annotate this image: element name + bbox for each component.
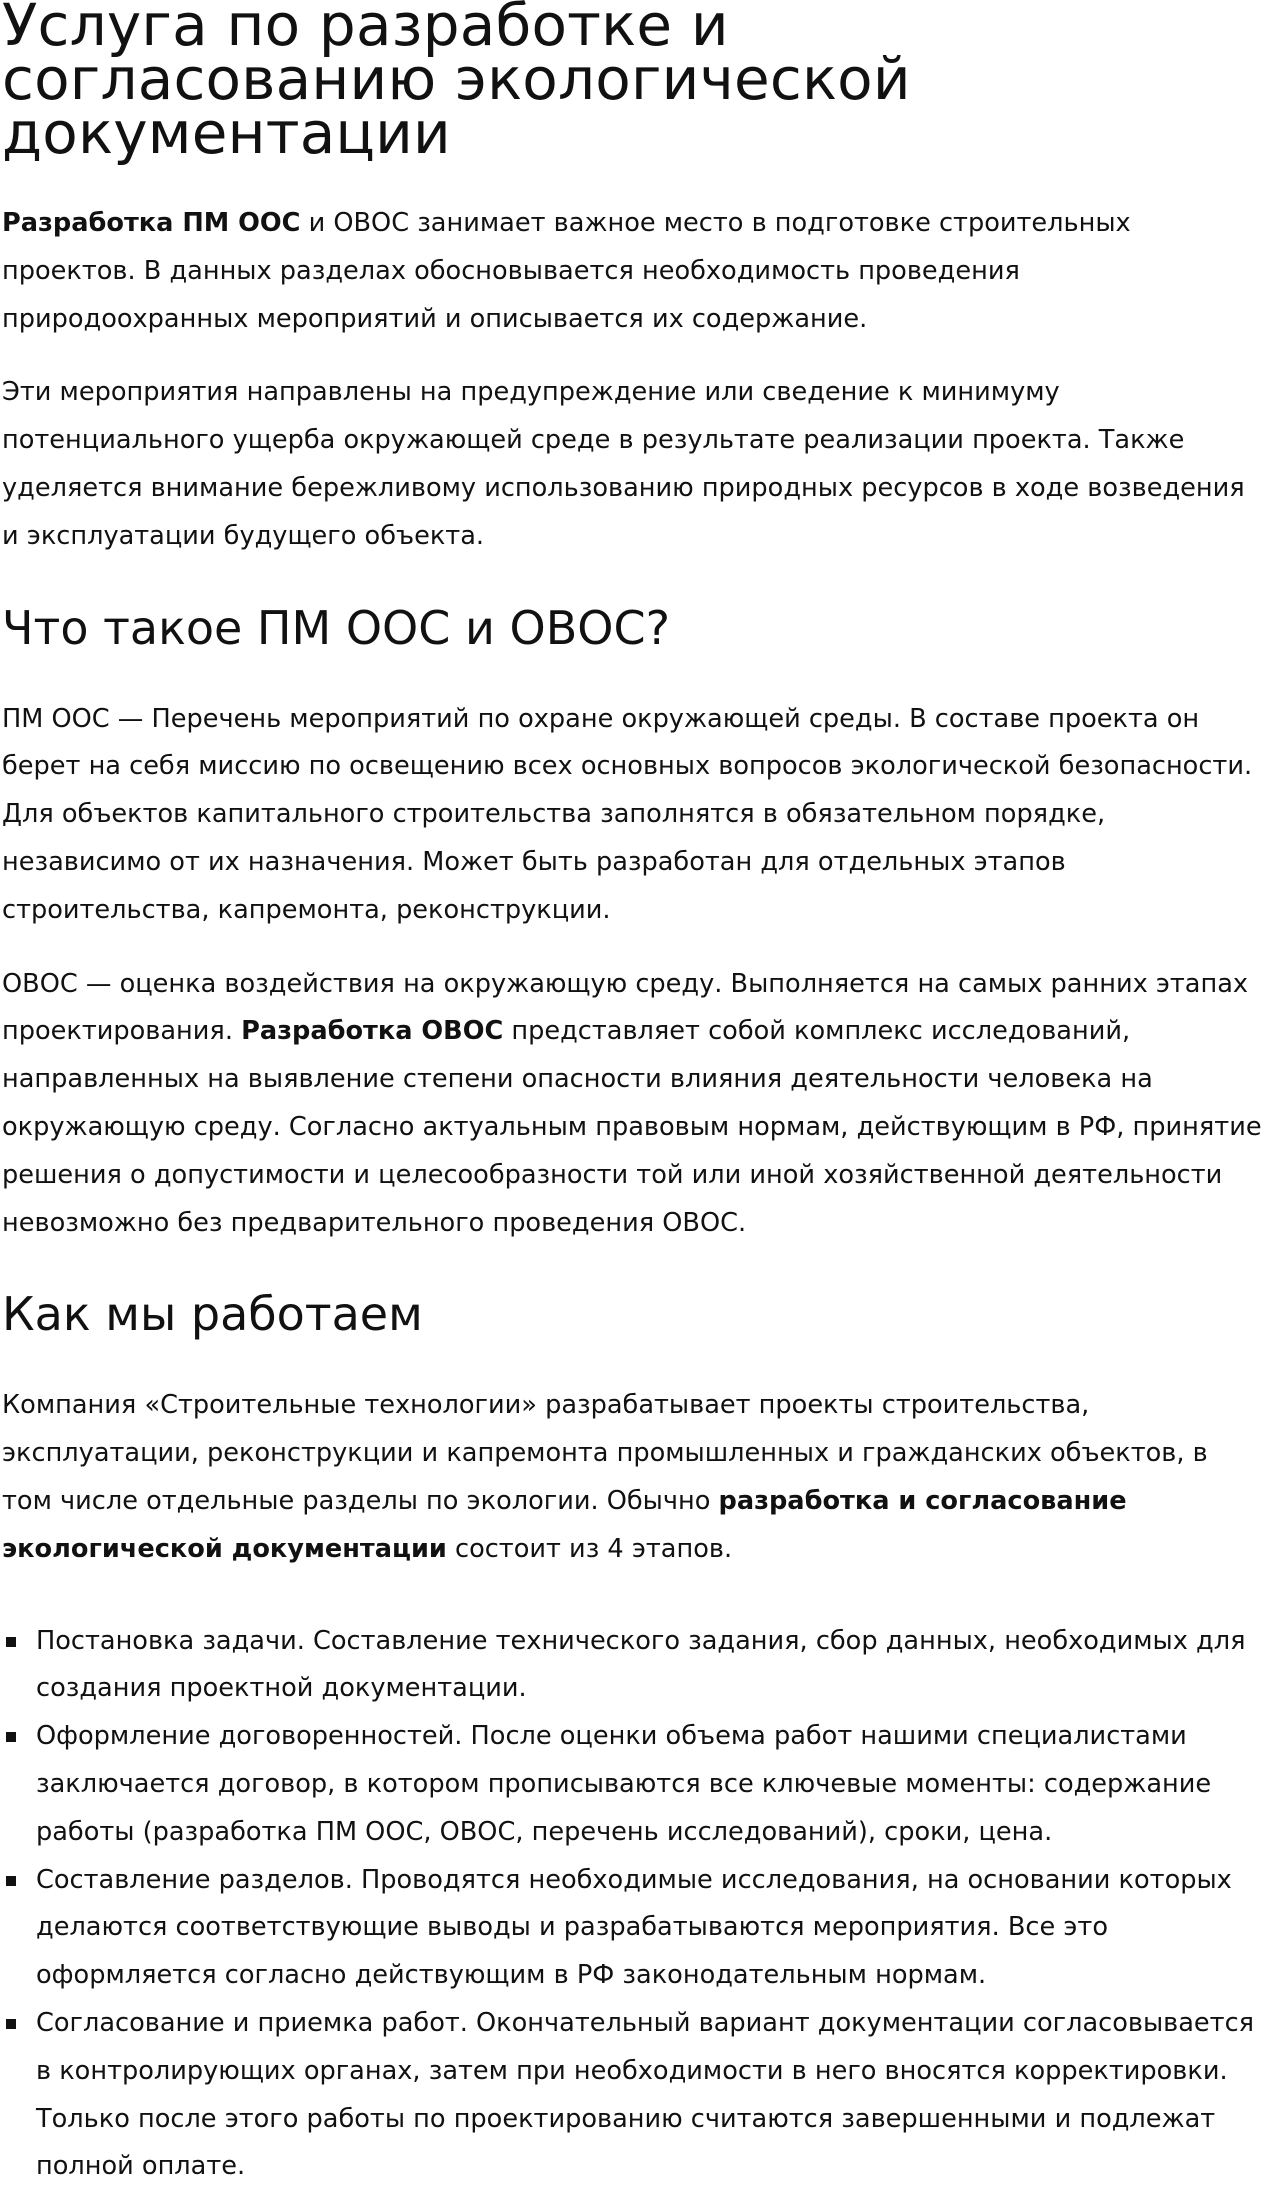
section-heading-how-we-work: Как мы работаем bbox=[2, 1287, 423, 1342]
section2-text-a: Компания «Строительные технологии» разрабатывает проекты строительства, эксплуатации, реконструкции и капремонта промышленных и гражданских объектов, в том числе отдельные разделы по экологии. Обычно bbox=[2, 1390, 1208, 1516]
intro-paragraph-2: Эти мероприятия направлены на предупреждение или сведение к минимуму потенциального ущерба окружающей среде в результате реализации проекта. Также уделяется внимание бережливому использованию природных ресурсов в ходе возведения и эксплуатации будущего объекта. bbox=[2, 377, 1245, 551]
section2-paragraph-1 bbox=[2, 1382, 1264, 1573]
list-item-text: Постановка задачи. Составление технического задания, сбор данных, необходимых для создания проектной документации. bbox=[36, 1625, 1246, 1704]
list-item bbox=[2, 2000, 1264, 2191]
section1-paragraph-1: ПМ ООС — Перечень мероприятий по охране окружающей среды. В составе проекта он берет на себя миссию по освещению всех основных вопросов экологической безопасности. Для объектов капитального строительства заполнятся в обязательном порядке, независимо от их назначения. Может быть разработан для отдельных этапов строительства, капремонта, реконструкции. bbox=[2, 703, 1253, 925]
steps-list bbox=[2, 1618, 1264, 2191]
section1-text-a: ОВОС — оценка воздействия на окружающую среду. Выполняется на самых ранних этапах проектирования. bbox=[2, 968, 1249, 1047]
intro-text: и ОВОС занимает важное место в подготовке строительных проектов. В данных разделах обосновывается необходимость проведения природоохранных мероприятий и описывается их содержание. bbox=[2, 208, 1131, 334]
section1-bold-text: Разработка ОВОС bbox=[241, 1016, 504, 1047]
square-bullet-icon bbox=[6, 1637, 16, 1647]
list-item-text: Составление разделов. Проводятся необходимые исследования, на основании которых делаются соответствующие выводы и разрабатываются мероприятия. Все это оформляется согласно действующим в РФ законодательным нормам. bbox=[36, 1864, 1232, 1991]
square-bullet-icon bbox=[6, 2019, 16, 2029]
square-bullet-icon bbox=[6, 1732, 16, 1742]
intro-bold-text: Разработка ПМ ООС bbox=[2, 208, 301, 238]
list-item bbox=[2, 1857, 1264, 2000]
section1-paragraph-2 bbox=[2, 961, 1264, 1248]
section1-text-b: представляет собой комплекс исследований, направленных на выявление степени опасности влияния деятельности человека на окружающую среду. Согласно актуальным правовым нормам, действующим в РФ, принятие решения о допустимости и целесообразности той или иной хозяйственной деятельности невозможно без предварительного проведения ОВОС. bbox=[2, 1016, 1262, 1238]
intro-paragraph-1 bbox=[2, 200, 1262, 343]
section2-bold-text: разработка и согласование экологической документации bbox=[2, 1485, 1127, 1564]
section-heading-what-is: Что такое ПМ ООС и ОВОС? bbox=[2, 600, 671, 655]
list-item bbox=[2, 1618, 1264, 1714]
section2-text-b: состоит из 4 этапов. bbox=[446, 1533, 733, 1564]
square-bullet-icon bbox=[6, 1876, 16, 1886]
list-item-text: Согласование и приемка работ. Окончательный вариант документации согласовывается в контролирующих органах, затем при необходимости в него вносятся корректировки. Только после этого работы по проектированию считаются завершенными и подлежат полной оплате. bbox=[36, 2007, 1255, 2182]
page-title: Услуга по разработке и согласованию экологической документации bbox=[2, 0, 911, 167]
list-item-text: Оформление договоренностей. После оценки объема работ нашими специалистами заключается договор, в котором прописываются все ключевые моменты: содержание работы (разработка ПМ ООС, ОВОС, перечень исследований), сроки, цена. bbox=[36, 1721, 1212, 1847]
list-item bbox=[2, 1713, 1264, 1856]
